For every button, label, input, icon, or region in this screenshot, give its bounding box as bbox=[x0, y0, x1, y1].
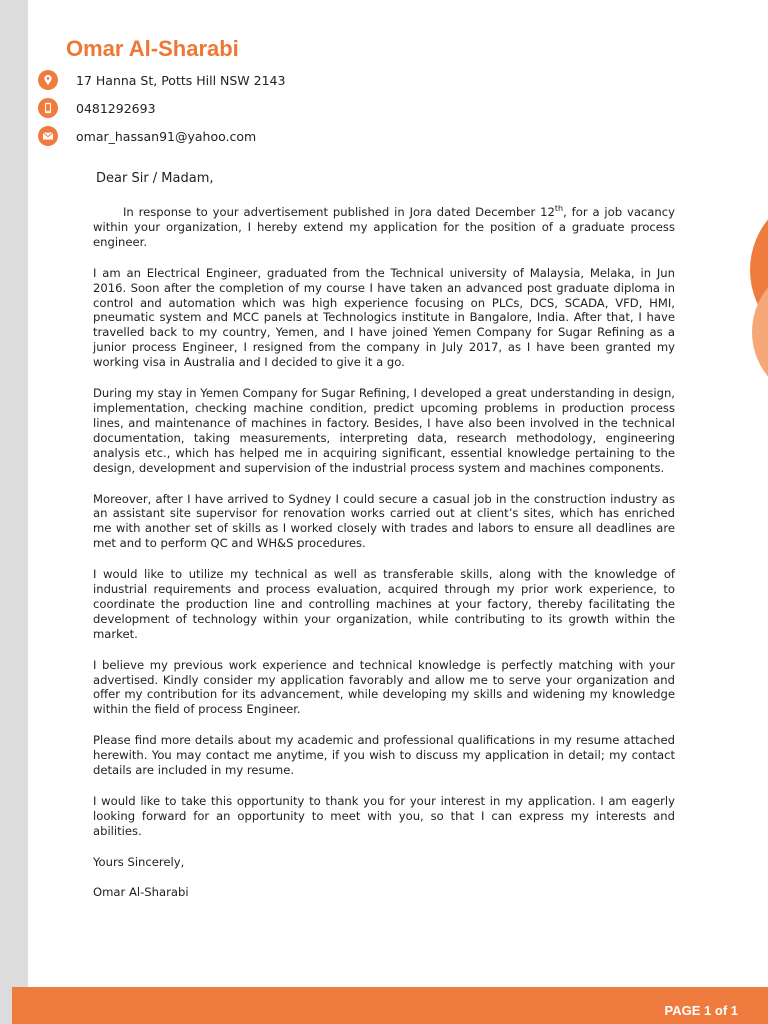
address-text: 17 Hanna St, Potts Hill NSW 2143 bbox=[76, 72, 286, 88]
page-indicator: PAGE 1 of 1 bbox=[664, 1003, 738, 1018]
email-text: omar_hassan91@yahoo.com bbox=[76, 128, 257, 144]
paragraph: I am an Electrical Engineer, graduated from the Technical university of Malaysia, Melaka, in Jun 2016. Soon after the completion of my course I have taken an advanced post graduate diploma in control and automation which was high experience focusing on PLCs, DCS, SCADA, VFD, HMI, pneumatic system and MCC panels at Technologics institute in Bangalore, India. After that, I have travelled back to my country, Yemen, and I have joined Yemen Company for Sugar Refining as a junior process Engineer, I resigned from the company in July 2017, as I have been granted my working visa in Australia and I decided to give it a go. bbox=[93, 265, 675, 370]
signature: Omar Al-Sharabi bbox=[93, 884, 189, 899]
phone-text: 0481292693 bbox=[76, 100, 156, 116]
left-margin-strip bbox=[0, 0, 28, 1024]
envelope-icon bbox=[38, 126, 58, 146]
phone-icon bbox=[38, 98, 58, 118]
paragraph: I would like to take this opportunity to thank you for your interest in my application. I am eagerly looking forward for an opportunity to meet with you, so that I can express my interests and abilities. bbox=[93, 794, 675, 838]
paragraph: I would like to utilize my technical as well as transferable skills, along with the knowledge of industrial requirements and process evaluation, acquired through my prior work experience, to coordinate the production line and controlling machines at your factory, thereby facilitating the development of technology within your organization, while contributing to its growth within the market. bbox=[93, 567, 675, 641]
footer-bar bbox=[12, 987, 768, 1024]
paragraph: Please find more details about my academic and professional qualifications in my resume attached herewith. You may contact me anytime, if you wish to discuss my application in detail; my contact details are included in my resume. bbox=[93, 733, 675, 778]
paragraph: Moreover, after I have arrived to Sydney I could secure a casual job in the construction industry as an assistant site supervisor for renovation works carried out at client’s sites, which has enriched me with another set of skills as I worked closely with trades and labors to ensure all deadlines are met and to perform QC and WH&S procedures. bbox=[93, 491, 675, 551]
paragraph-text: , for a job vacancy within your organization, I hereby extend my application for the position of a graduate process engineer. bbox=[93, 205, 675, 249]
paragraph: During my stay in Yemen Company for Sugar Refining, I developed a great understanding in design, implementation, checking machine condition, predict upcoming problems in production process lines, and maintenance of machines in factory. Besides, I have also been involved in the technical documentation, taking measurements, interpreting data, research methodology, engineering analysis etc., which has helped me in acquiring significant, essential knowledge pertaining to the design, development and supervision of the industrial process system and machines components. bbox=[93, 386, 675, 475]
letter-body bbox=[93, 205, 675, 899]
contact-address bbox=[38, 69, 285, 91]
paragraph: I believe my previous work experience and technical knowledge is perfectly matching with your advertised. Kindly consider my application favorably and allow me to serve your organization and offer my contribution for its advancement, while developing my skills and widening my knowledge within the field of process Engineer. bbox=[93, 657, 675, 717]
letter-page bbox=[28, 0, 768, 1024]
applicant-name: Omar Al-Sharabi bbox=[66, 36, 239, 61]
contact-phone bbox=[38, 97, 156, 119]
salutation: Dear Sir / Madam, bbox=[96, 171, 214, 186]
paragraph bbox=[93, 205, 675, 250]
paragraph-text: In response to your advertisement published in Jora dated December 12 bbox=[123, 205, 555, 219]
ordinal-suffix: th bbox=[554, 204, 564, 214]
closing-line: Yours Sincerely, bbox=[93, 854, 185, 869]
location-pin-icon bbox=[38, 70, 58, 90]
contact-email bbox=[38, 125, 256, 147]
